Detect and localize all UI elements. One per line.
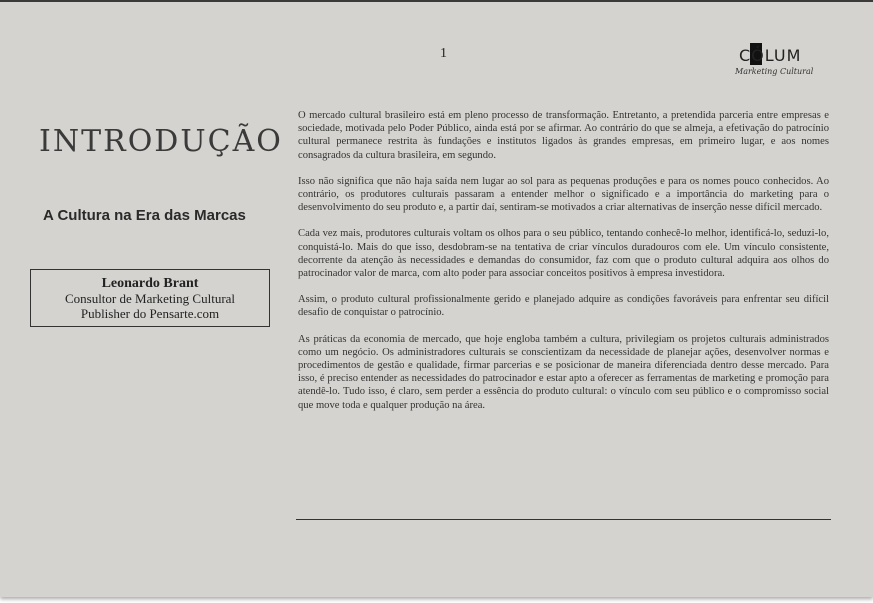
paragraph: As práticas da economia de mercado, que hoje engloba também a cultura, privilegiam os projetos culturais administrados como um negócio. Os administradores culturais se conscientizam da necessidade de planejar ações, desenvolver normas e procedimentos de gestão e qualidade, firmar parcerias e se posicionar de maneira diferenciada dentro desse mercado. Para isso, é preciso entender as necessidades do patrocinador e estar apto a oferecer as ferramentas de marketing e promoção para atendê-lo. Tudo isso, é claro, sem perder a essência do produto cultural: o vínculo com seu público e o compromisso social que move toda e qualquer produção na área. bbox=[298, 333, 829, 411]
body-text bbox=[298, 109, 829, 425]
page-number: 1 bbox=[440, 46, 447, 61]
paragraph: Assim, o produto cultural profissionalmente gerido e planejado adquire as condições favoráveis para enfrentar seu difícil desafio de conquistar o patrocínio. bbox=[298, 294, 829, 319]
paragraph: Cada vez mais, produtores culturais voltam os olhos para o seu público, tentando conhecê-lo melhor, identificá-lo, seduzi-lo, conquistá-lo. Mais do que isso, desdobram-se na tentativa de criar vínculos duradouros com ele. Um vínculo consistente, decorrente da atenção às necessidades e demandas do consumidor, faz com que o produto cultural adquira aos olhos do patrocinador valor de marca, com alto poder para associar conceitos positivos à empresa investidora. bbox=[298, 228, 829, 280]
paragraph: O mercado cultural brasileiro está em pleno processo de transformação. Entretanto, a pretendida parceria entre empresas e sociedade, motivada pelo Poder Público, ainda está por se afirmar. Ao contrário do que se almeja, a efetivação do patrocínio cultural permanece restrita às fundações e institutos ligados às grandes empresas, em primeiro lugar, e aos nomes consagrados da cultura brasileira, em segundo. bbox=[298, 110, 829, 161]
chapter-subtitle: A Cultura na Era das Marcas bbox=[43, 207, 246, 224]
chapter-heading: INTRODUÇÃO bbox=[39, 124, 283, 159]
divider bbox=[296, 519, 831, 520]
paragraph: Isso não significa que não haja saída nem lugar ao sol para as pequenas produções e para os nomes pouco conhecidos. Ao contrário, os produtores culturais passaram a entender melhor o significado e a importância do marketing para o desenvolvimento do seu produto e, a partir daí, sentiram-se motivados a criar alternativas de inserção nesse difícil mercado. bbox=[298, 175, 829, 214]
logo-word: CÓLUM bbox=[739, 46, 802, 65]
colum-logo bbox=[735, 46, 815, 82]
author-name: Leonardo Brant bbox=[101, 276, 199, 291]
logo-tagline: Marketing Cultural bbox=[735, 67, 814, 76]
author-role: Consultor de Marketing Cultural bbox=[64, 291, 236, 306]
author-publisher: Publisher do Pensarte.com bbox=[80, 306, 220, 321]
author-box bbox=[30, 269, 270, 327]
